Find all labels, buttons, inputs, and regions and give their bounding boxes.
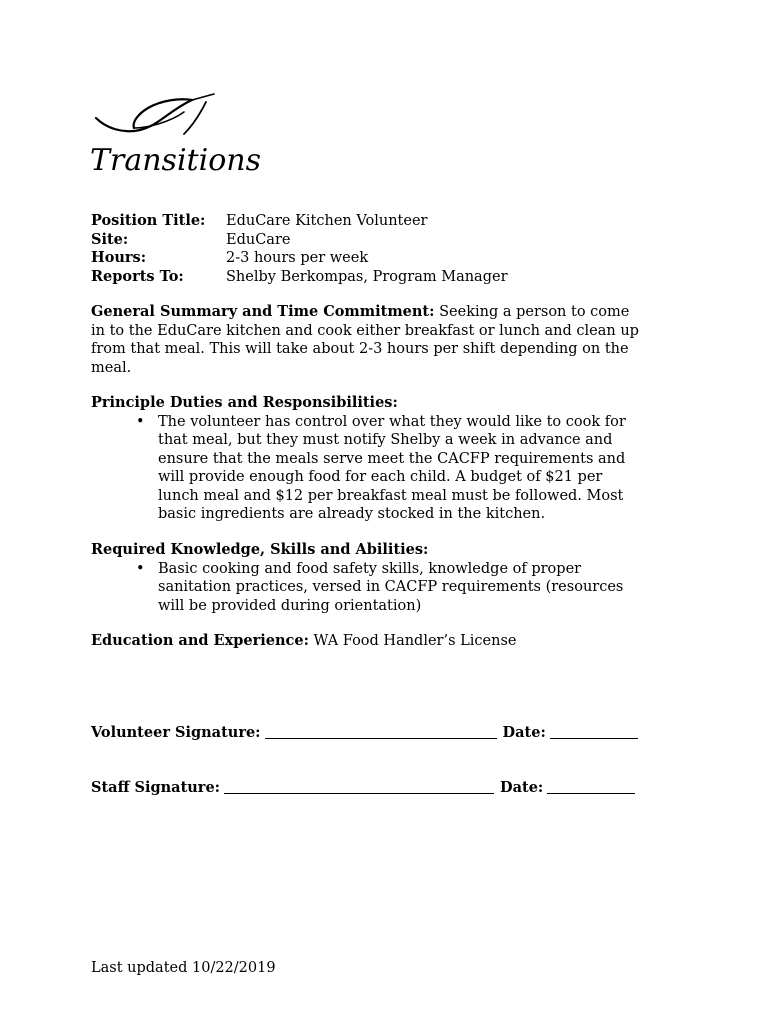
volunteer-signature-line[interactable] [265,737,497,739]
info-row-position-title [91,212,508,231]
leaf-swoosh-icon [88,88,261,188]
info-label: Site: [91,230,129,248]
info-value: 2-3 hours per week [226,250,369,266]
info-row-hours [91,249,508,268]
section-text: WA Food Handler’s License [308,633,517,649]
volunteer-signature-row [91,724,644,743]
section-heading: Required Knowledge, Skills and Abilities: [91,541,429,558]
section-heading: Principle Duties and Responsibilities: [91,394,398,411]
volunteer-signature-label: Volunteer Signature: [91,724,261,741]
education-section [91,632,646,651]
info-label: Position Title: [91,212,206,229]
transitions-logo [88,88,261,188]
section-heading: Education and Experience: [91,632,309,649]
staff-signature-line[interactable] [224,792,494,794]
info-value: Shelby Berkompas, Program Manager [226,268,508,285]
list-item [136,413,633,524]
duties-list [91,413,633,524]
bullet-icon: • [136,560,145,577]
staff-date-line[interactable] [547,792,635,794]
section-heading: General Summary and Time Commitment: [91,303,435,320]
info-value: EduCare Kitchen Volunteer [226,213,428,229]
list-item-text: The volunteer has control over what they would like to cook for that meal, but they must notify Shelby a week in advance and ensure that the meals serve meet the CACFP requirements and will provide enough food for each child. A budget of $21 per lunch meal and $12 per breakfast meal must be followed. Most basic ingredients are already stocked in the kitchen. [158,413,626,522]
staff-signature-row [91,779,641,798]
info-value: EduCare [226,231,291,248]
list-item [136,560,633,616]
info-label: Hours: [91,249,147,266]
info-label: Reports To: [91,267,184,285]
date-label: Date: [502,724,546,741]
skills-list [91,560,633,616]
position-info-table [91,212,508,286]
staff-signature-label: Staff Signature: [91,779,221,796]
volunteer-date-line[interactable] [550,737,638,739]
duties-section [91,394,646,524]
bullet-icon: • [136,413,145,430]
logo-text: Transitions [90,143,261,178]
info-row-site [91,231,508,250]
general-summary-section [91,303,646,377]
section-text: Seeking a person to come in to the EduCare kitchen and cook either breakfast or lunch and clean up from that meal. This will take about 2-3 hours per shift depending on the meal. [91,304,639,376]
last-updated-footer: Last updated 10/22/2019 [91,960,276,976]
date-label: Date: [500,779,544,796]
list-item-text: Basic cooking and food safety skills, knowledge of proper sanitation practices, versed in CACFP requirements (resources will be provided during orientation) [158,560,624,614]
info-row-reports-to [91,268,508,287]
skills-section [91,541,646,615]
